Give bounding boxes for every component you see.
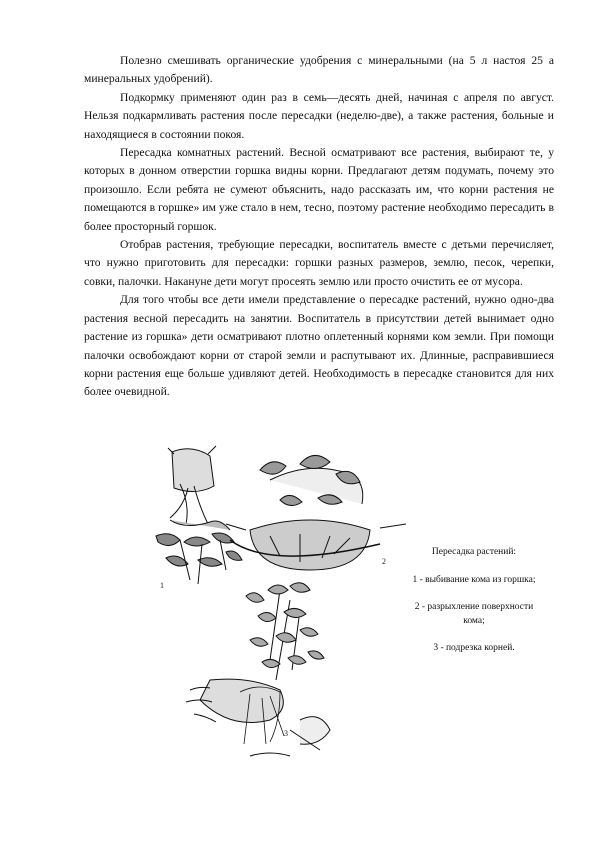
paragraph-fertilizer-mix: Полезно смешивать органические удобрения с минеральными (на 5 л настоя 25 а минеральных удобрений).	[84, 54, 554, 86]
caption-item-2: 2 - разрыхление поверхности кома;	[414, 602, 534, 626]
paragraph-repotting-lesson: Для того чтобы все дети имели представление о пересадке растений, нужно одно-два растения весной пересадить на занятии. Воспитатель в присутствии детей вынимает одно растение из горшка» дети осматривают плотно оплетенный корнями ком земли. При помощи палочки освобождают корни от старой земли и распутывают их. Длинные, расправившиеся корни растения еще больше удивляют детей. Необходимость в пересадке становится для них более очевидной.	[84, 293, 554, 399]
repotting-drawing	[150, 440, 440, 760]
step2-drawing	[226, 455, 406, 570]
paragraph-feeding-schedule: Подкормку применяют один раз в семь—десять дней, начиная с апреля по август. Нельзя подкармливать растения после пересадки (неделю-две), а также растения, больные и находящиеся в состоянии покоя.	[84, 90, 554, 141]
step1-drawing	[156, 446, 242, 584]
step3-drawing	[186, 583, 330, 756]
paragraph-repotting-intro: Пересадка комнатных растений. Весной осматривают все растения, выбирают те, у которых в донном отверстии горшка видны корни. Предлагают детям подумать, почему это произошло. Если ребята не сумеют объяснить, надо рассказать им, что корни растения не помещаются в горшке» им уже стало в нем, тесно, поэтому растение необходимо пересадить в более просторный горшок.	[84, 146, 554, 233]
caption-item-3: 3 - подрезка корней.	[433, 643, 515, 653]
caption-title: Пересадка растений:	[431, 547, 517, 557]
step1-number: 1	[160, 581, 164, 590]
step2-number: 2	[382, 557, 386, 566]
body-text	[84, 52, 554, 402]
paragraph-repotting-preparation: Отобрав растения, требующие пересадки, воспитатель вместе с детьми перечисляет, что нужно приготовить для пересадки: горшки разных размеров, землю, песок, черепки, совки, палочки. Накануне дети могут просеять землю или просто очистить ее от мусора.	[84, 238, 554, 288]
figure-caption	[404, 546, 544, 670]
repotting-illustration	[150, 440, 440, 760]
caption-item-1: 1 - выбивание кома из горшка;	[412, 574, 536, 585]
step3-number: 3	[284, 729, 288, 738]
